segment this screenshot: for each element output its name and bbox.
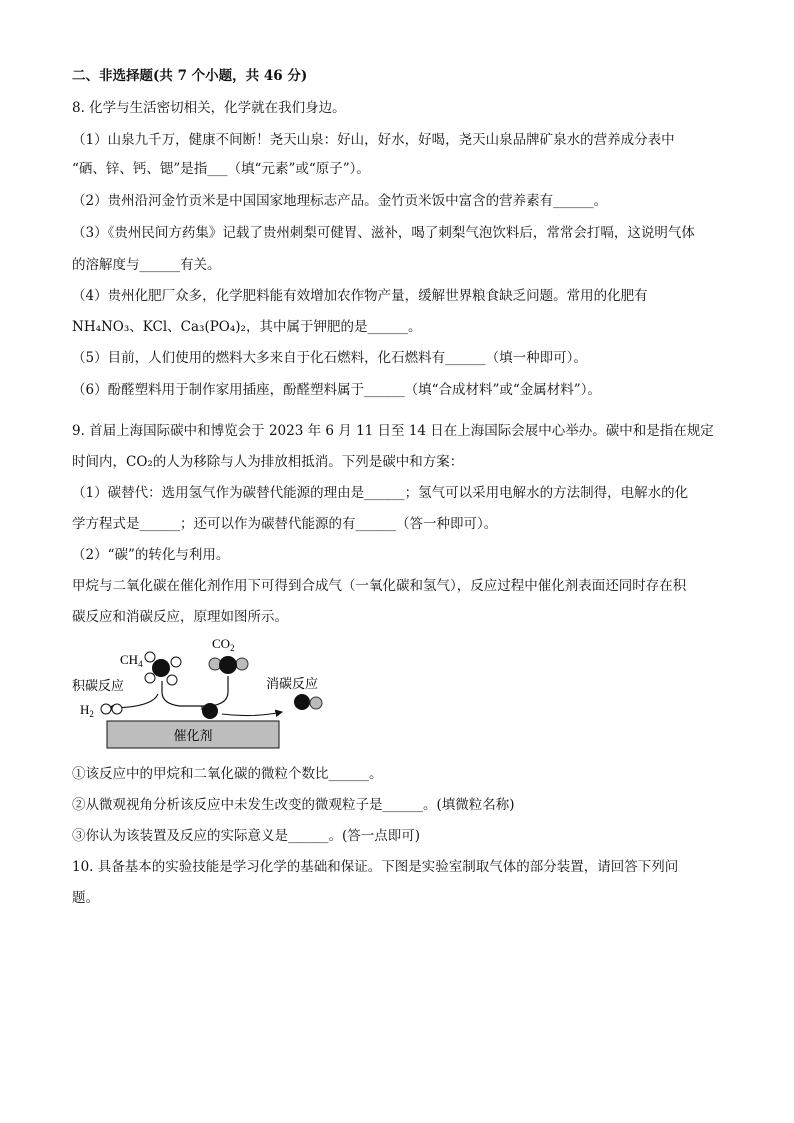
- q8-part4-line2: NH₄NO₃、KCl、Ca₃(PO₄)₂，其中属于钾肥的是______。: [72, 319, 422, 335]
- q9-stem-line1: 9. 首届上海国际碳中和博览会于 2023 年 6 月 11 日至 14 日在上海国际会展中心举办。碳中和是指在规定: [72, 423, 714, 439]
- carbon-atom: [202, 703, 218, 719]
- section-title: 二、非选择题(共 7 个小题，共 46 分): [72, 68, 308, 84]
- q9-part2: （2）“碳”的转化与利用。: [72, 547, 230, 563]
- q9-part1-line2: 学方程式是______；还可以作为碳替代能源的有______（答一种即可）。: [72, 516, 498, 532]
- q9-desc-line1: 甲烷与二氧化碳在催化剂作用下可得到合成气（一氧化碳和氢气），反应过程中催化剂表面还同时存在积: [72, 578, 687, 594]
- q8-part6: （6）酚醛塑料用于制作家用插座，酚醛塑料属于______（填“合成材料”或“金属材料”）。: [72, 382, 601, 398]
- q9-sub2: ②从微观视角分析该反应中未发生改变的微观粒子是______。(填微粒名称): [72, 797, 515, 813]
- q9-sub3: ③你认为该装置及反应的实际意义是______。(答一点即可): [72, 828, 421, 844]
- co2-label: $CO_2$: [212, 636, 235, 653]
- q10-stem-line1: 10. 具备基本的实验技能是学习化学的基础和保证。下图是实验室制取气体的部分装置，请回答下列问: [72, 859, 679, 875]
- catalyst-label: 催化剂: [173, 728, 213, 743]
- h2-label: $H_2$: [80, 702, 94, 719]
- methane-molecule: [145, 652, 181, 685]
- ch4-label: $CH_4$: [120, 652, 143, 669]
- h2-molecule: [101, 704, 122, 714]
- q8-part1-line2: “硒、锌、钙、锶”是指___（填“元素”或“原子”）。: [72, 161, 370, 177]
- co2-molecule: [209, 656, 248, 674]
- q10-stem-line2: 题。: [72, 890, 99, 906]
- co-molecule: [294, 694, 322, 710]
- q8-part3-line2: 的溶解度与______有关。: [72, 257, 221, 273]
- inflow-line-left: [162, 681, 202, 706]
- inflow-line-right: [202, 676, 228, 706]
- carbon-deposition-label: 积碳反应: [72, 678, 125, 693]
- q9-stem-line2: 时间内，CO₂的人为移除与人为排放相抵消。下列是碳中和方案：: [72, 454, 464, 470]
- q8-part2: （2）贵州沿河金竹贡米是中国国家地理标志产品。金竹贡米饭中富含的营养素有______。: [72, 193, 608, 209]
- q8-stem: 8. 化学与生活密切相关，化学就在我们身边。: [72, 100, 346, 116]
- carbon-elimination-label: 消碳反应: [266, 676, 319, 691]
- q9-part1-line1: （1）碳替代：选用氢气作为碳替代能源的理由是______；氢气可以采用电解水的方法制得，电解水的化: [72, 485, 689, 501]
- right-arrow: [222, 712, 282, 716]
- reaction-diagram: [70, 634, 340, 754]
- q8-part3-line1: （3）《贵州民间方药集》记载了贵州刺梨可健胃、滋补，喝了刺梨气泡饮料后，常常会打嗝，这说明气体: [72, 225, 695, 241]
- q9-desc-line2: 碳反应和消碳反应，原理如图所示。: [72, 609, 288, 625]
- q8-part5: （5）目前，人们使用的燃料大多来自于化石燃料，化石燃料有______（填一种即可）。: [72, 350, 587, 366]
- q8-part4-line1: （4）贵州化肥厂众多，化学肥料能有效增加农作物产量，缓解世界粮食缺乏问题。常用的化肥有: [72, 288, 648, 304]
- q8-part1-line1: （1）山泉九千万，健康不间断！尧天山泉：好山，好水，好喝，尧天山泉品牌矿泉水的营养成分表中: [72, 132, 675, 148]
- q9-sub1: ①该反应中的甲烷和二氧化碳的微粒个数比______。: [72, 766, 383, 782]
